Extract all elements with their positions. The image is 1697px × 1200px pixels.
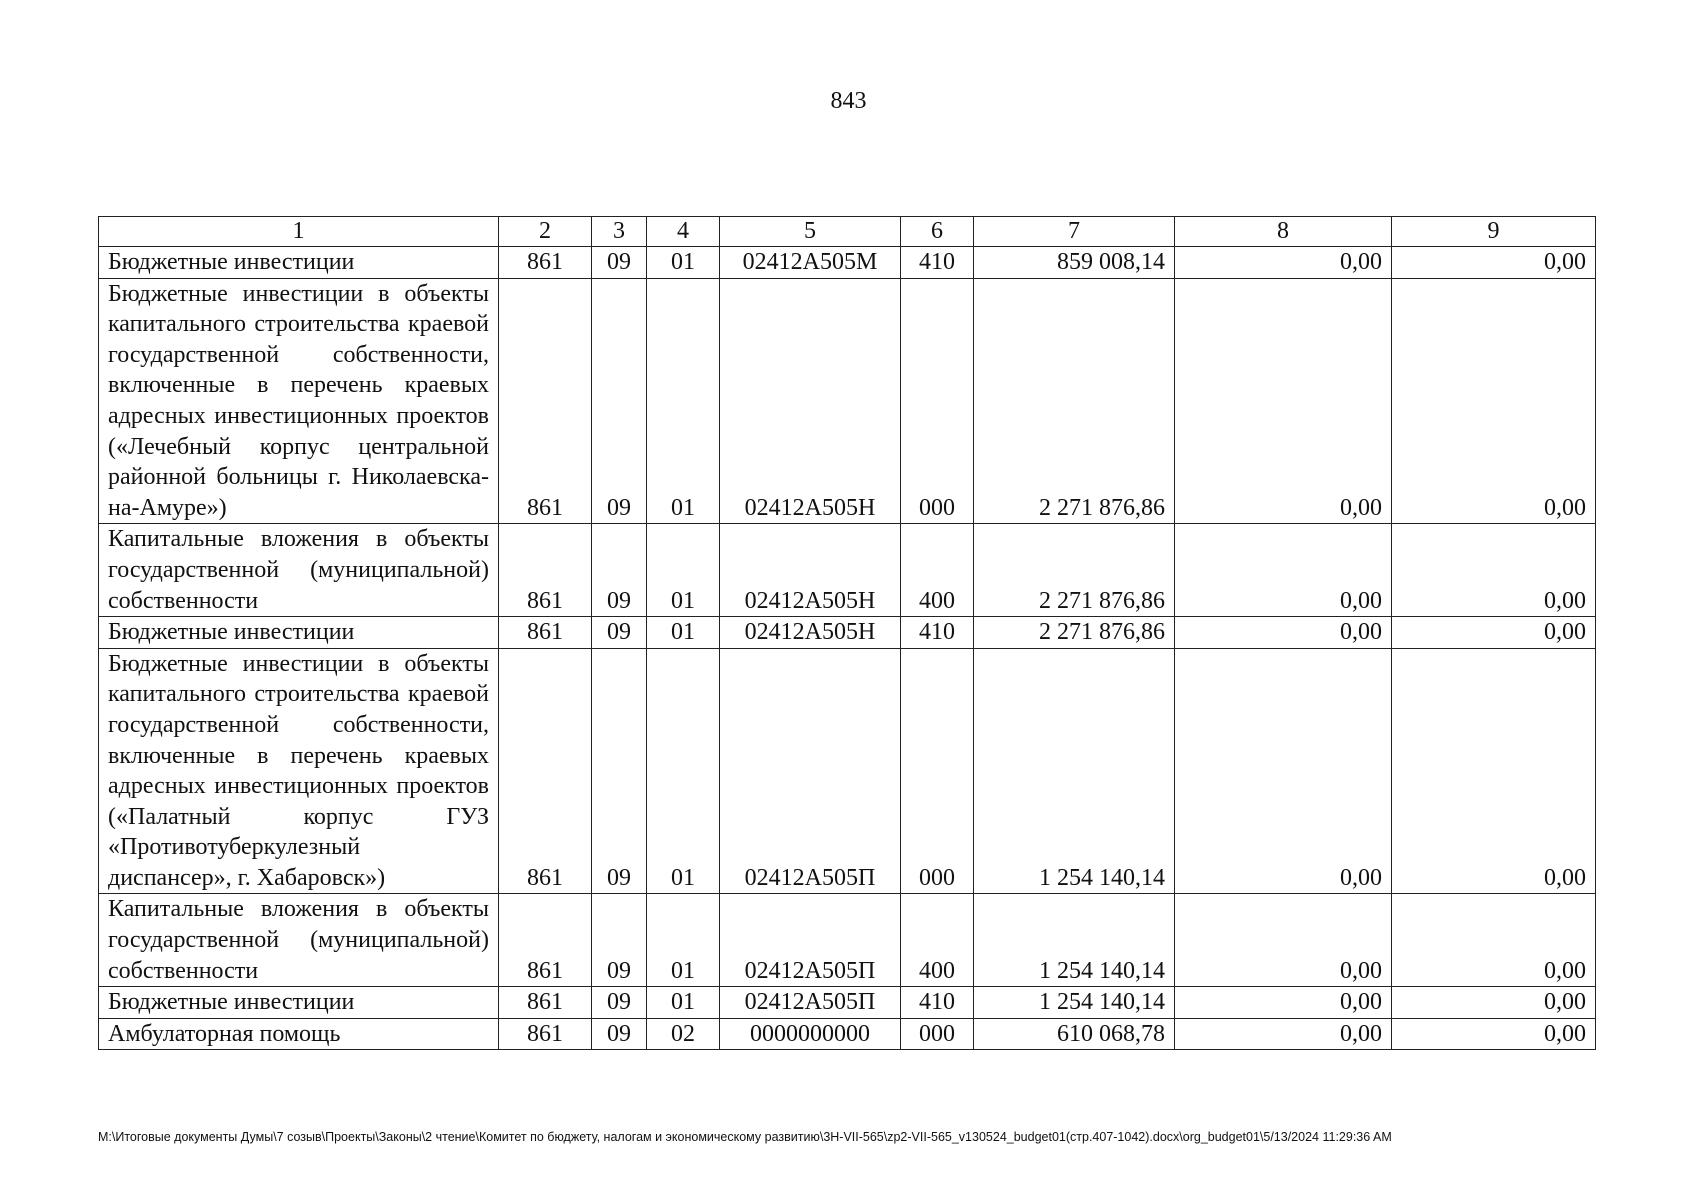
cell-target-article: 02412А505М <box>720 247 901 279</box>
cell-ministry-code: 861 <box>499 524 592 617</box>
cell-ministry-code: 861 <box>499 617 592 649</box>
cell-amount: 0,00 <box>1392 524 1596 617</box>
row-name: Бюджетные инвестиции в объекты капитального строительства краевой государственной собственности, включенные в перечень краевых адресных инвестиционных проектов («Лечебный корпус центральной районной больницы г. Николаевска-на-Амуре») <box>99 278 499 524</box>
cell-ministry-code: 861 <box>499 278 592 524</box>
table-row <box>99 894 1596 987</box>
row-name: Капитальные вложения в объекты государственной (муниципальной) собственности <box>99 524 499 617</box>
table-row <box>99 617 1596 649</box>
cell-amount: 0,00 <box>1392 987 1596 1019</box>
cell-amount: 0,00 <box>1175 648 1392 894</box>
cell-subsection: 01 <box>647 278 720 524</box>
cell-section: 09 <box>592 617 647 649</box>
cell-amount: 2 271 876,86 <box>974 617 1175 649</box>
cell-amount: 0,00 <box>1175 617 1392 649</box>
cell-amount: 0,00 <box>1392 278 1596 524</box>
cell-ministry-code: 861 <box>499 1018 592 1050</box>
cell-subsection: 01 <box>647 648 720 894</box>
budget-table <box>98 216 1596 1050</box>
cell-expense-type: 000 <box>901 278 974 524</box>
column-number: 2 <box>499 217 592 247</box>
cell-section: 09 <box>592 1018 647 1050</box>
row-name: Бюджетные инвестиции <box>99 617 499 649</box>
table-row <box>99 524 1596 617</box>
column-number: 7 <box>974 217 1175 247</box>
cell-target-article: 02412А505П <box>720 894 901 987</box>
cell-subsection: 01 <box>647 247 720 279</box>
page-number: 843 <box>830 88 867 114</box>
column-number: 1 <box>99 217 499 247</box>
cell-subsection: 01 <box>647 617 720 649</box>
column-number: 9 <box>1392 217 1596 247</box>
cell-amount: 0,00 <box>1175 1018 1392 1050</box>
row-name: Бюджетные инвестиции <box>99 247 499 279</box>
cell-amount: 0,00 <box>1392 247 1596 279</box>
cell-amount: 0,00 <box>1175 524 1392 617</box>
cell-amount: 0,00 <box>1175 247 1392 279</box>
cell-ministry-code: 861 <box>499 648 592 894</box>
cell-section: 09 <box>592 648 647 894</box>
cell-expense-type: 410 <box>901 247 974 279</box>
cell-amount: 1 254 140,14 <box>974 648 1175 894</box>
cell-amount: 0,00 <box>1392 894 1596 987</box>
cell-target-article: 02412А505Н <box>720 278 901 524</box>
table-row <box>99 278 1596 524</box>
column-number: 6 <box>901 217 974 247</box>
table-row <box>99 648 1596 894</box>
footer-file-path: M:\Итоговые документы Думы\7 созыв\Проекты\Законы\2 чтение\Комитет по бюджету, налогам и экономическому развитию\3Н-VII-565\zp2-VII-565_v130524_budget01(стр.407-1042).docx\org_budget01\5/13/2024 11:29:36 AM <box>98 1130 1392 1144</box>
cell-target-article: 02412А505П <box>720 987 901 1019</box>
cell-subsection: 01 <box>647 524 720 617</box>
cell-amount: 1 254 140,14 <box>974 987 1175 1019</box>
row-name: Бюджетные инвестиции <box>99 987 499 1019</box>
cell-target-article: 02412А505Н <box>720 617 901 649</box>
row-name: Амбулаторная помощь <box>99 1018 499 1050</box>
table-header-row <box>99 217 1596 247</box>
cell-ministry-code: 861 <box>499 987 592 1019</box>
cell-expense-type: 000 <box>901 1018 974 1050</box>
cell-amount: 859 008,14 <box>974 247 1175 279</box>
cell-expense-type: 410 <box>901 987 974 1019</box>
cell-target-article: 02412А505П <box>720 648 901 894</box>
row-name: Капитальные вложения в объекты государственной (муниципальной) собственности <box>99 894 499 987</box>
cell-subsection: 01 <box>647 987 720 1019</box>
cell-expense-type: 400 <box>901 524 974 617</box>
cell-amount: 0,00 <box>1175 278 1392 524</box>
cell-section: 09 <box>592 247 647 279</box>
cell-target-article: 02412А505Н <box>720 524 901 617</box>
cell-amount: 0,00 <box>1392 648 1596 894</box>
cell-section: 09 <box>592 278 647 524</box>
cell-section: 09 <box>592 987 647 1019</box>
cell-amount: 2 271 876,86 <box>974 278 1175 524</box>
column-number: 5 <box>720 217 901 247</box>
cell-ministry-code: 861 <box>499 247 592 279</box>
cell-amount: 0,00 <box>1392 1018 1596 1050</box>
cell-subsection: 01 <box>647 894 720 987</box>
cell-amount: 0,00 <box>1392 617 1596 649</box>
table-row <box>99 987 1596 1019</box>
cell-amount: 2 271 876,86 <box>974 524 1175 617</box>
cell-target-article: 0000000000 <box>720 1018 901 1050</box>
table-row <box>99 1018 1596 1050</box>
table-row <box>99 247 1596 279</box>
column-number: 4 <box>647 217 720 247</box>
column-number: 3 <box>592 217 647 247</box>
cell-expense-type: 400 <box>901 894 974 987</box>
cell-expense-type: 410 <box>901 617 974 649</box>
cell-amount: 610 068,78 <box>974 1018 1175 1050</box>
row-name: Бюджетные инвестиции в объекты капитального строительства краевой государственной собственности, включенные в перечень краевых адресных инвестиционных проектов («Палатный корпус ГУЗ «Противотуберкулезный диспансер», г. Хабаровск») <box>99 648 499 894</box>
cell-amount: 1 254 140,14 <box>974 894 1175 987</box>
column-number: 8 <box>1175 217 1392 247</box>
cell-section: 09 <box>592 894 647 987</box>
cell-subsection: 02 <box>647 1018 720 1050</box>
cell-amount: 0,00 <box>1175 894 1392 987</box>
cell-ministry-code: 861 <box>499 894 592 987</box>
cell-amount: 0,00 <box>1175 987 1392 1019</box>
cell-section: 09 <box>592 524 647 617</box>
cell-expense-type: 000 <box>901 648 974 894</box>
